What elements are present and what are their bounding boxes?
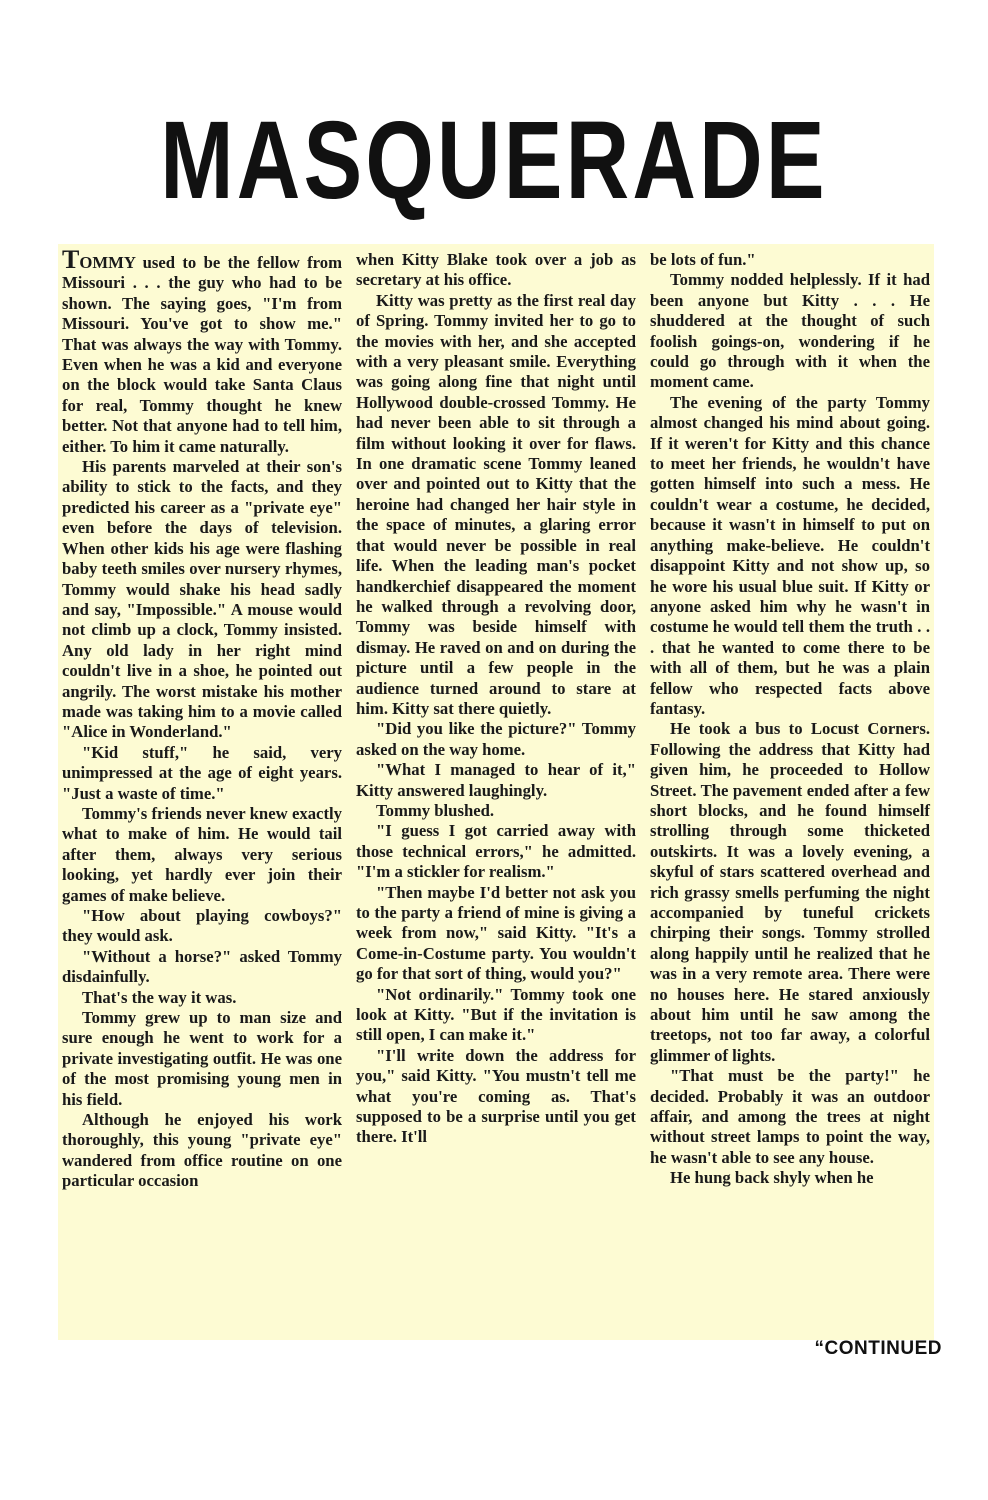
paragraph: He hung back shyly when he: [670, 1168, 874, 1188]
paragraph: Tommy nodded helplessly. If it had been anyone but Kitty . . . He shuddered at the thought of such foolish goings-on, wondering if he could go through with it when the moment came.: [650, 270, 930, 392]
paragraph: "Without a horse?" asked Tommy disdainfully.: [62, 946, 342, 987]
paragraph: "What I managed to hear of it," Kitty answered laughingly.: [356, 760, 636, 800]
paragraph: TOMMY used to be the fellow from Missouri . . . the guy who had to be shown. The saying goes, "I'm from Missouri. You've got to show me." That was always the way with Tommy. Even when he was a kid and everyone on the block would take Santa Claus for real, Tommy thought he knew better. Not that anyone had to tell him, either. To him it came naturally.: [62, 245, 342, 456]
paragraph: "Did you like the picture?" Tommy asked on the way home.: [356, 719, 636, 759]
paragraph: Tommy's friends never knew exactly what to make of him. He would tail after them, always very serious looking, yet hardly ever join their games of make believe.: [62, 803, 342, 905]
paragraph: He took a bus to Locust Corners. Following the address that Kitty had given him, he proceeded to Hollow Street. The pavement ended after a few short blocks, and he found himself strolling through some thicketed outskirts. It was a lovely evening, a skyful of stars scattered overhead and rich grassy smells perfuming the night accompanied by tuneful crickets chirping their songs. Tommy strolled along happily until he realized that he was in a very remote area. There were no houses here. He stared anxiously about him until he saw among the treetops, not too far away, a colorful glimmer of lights.: [650, 719, 930, 1065]
paragraph: The evening of the party Tommy almost changed his mind about going. If it weren't for Kitty and this chance to meet her friends, he wouldn't have gotten himself into such a mess. He couldn't wear a costume, he decided, because it wasn't in himself to put on anything make-believe. He couldn't disappoint Kitty and not show up, so he wore his usual blue suit. If Kitty or anyone asked him why he wasn't in costume he would tell them the truth . . . that he wanted to come there to be with all of them, but he was a plain fellow who respected facts above fantasy.: [650, 392, 930, 718]
paragraph: "That must be the party!" he decided. Probably it was an outdoor affair, and among the trees at night without street lamps to point the way, he wasn't able to see any house.: [650, 1066, 930, 1167]
text-column-3: [650, 250, 930, 1189]
continued-label: “CONTINUED: [814, 1338, 942, 1359]
paragraph: Tommy blushed.: [376, 800, 495, 820]
paragraph: when Kitty Blake took over a job as secretary at his office.: [356, 250, 636, 290]
paragraph: Tommy grew up to man size and sure enough he went to work for a private investigating outfit. He was one of the most promising young men in his field.: [62, 1008, 342, 1109]
story-title: MASQUERADE: [160, 99, 828, 222]
paragraph: be lots of fun.": [650, 250, 756, 269]
paragraph: "Not ordinarily." Tommy took one look at Kitty. "But if the invitation is still open, I can make it.": [356, 984, 636, 1045]
paragraph: That's the way it was.: [82, 987, 237, 1007]
paragraph: "Kid stuff," he said, very unimpressed at the age of eight years. "Just a waste of time.": [62, 742, 342, 803]
paragraph: Although he enjoyed his work thoroughly, this young "private eye" wandered from office routine on one particular occasion: [62, 1110, 342, 1191]
text-column-2: [356, 250, 636, 1148]
paragraph: Kitty was pretty as the first real day of Spring. Tommy invited her to go to the movies with her, and she accepted with a very pleasant smile. Everything was going along fine that night until Hollywood double-crossed Tommy. He had never been able to sit through a film without looking it over for flaws. In one dramatic scene Tommy leaned over and pointed out to Kitty that the heroine had changed her hair style in the space of minutes, a glaring error that would never be possible in real life. When the leading man's pocket handkerchief disappeared the moment he walked through a revolving door, Tommy was beside himself with dismay. He raved on and on during the picture until a few people in the audience turned around to stare at him. Kitty sat there quietly.: [356, 290, 636, 718]
drop-cap: T: [62, 245, 80, 274]
paragraph: His parents marveled at their son's ability to stick to the facts, and they predicted his career as a "private eye" even before the days of television. When other kids his age were flashing baby teeth smiles over nursery rhymes, Tommy would shake his head sadly and say, "Impossible." A mouse would not climb up a clock, Tommy insisted. Any old lady in her right mind couldn't live in a shoe, he pointed out angrily. The worst mistake his mother made was taking him to a movie called "Alice in Wonderland.": [62, 457, 342, 742]
story-text-panel: [58, 244, 934, 1340]
paragraph: "I guess I got carried away with those technical errors," he admitted. "I'm a stickler for realism.": [356, 821, 636, 882]
paragraph: "Then maybe I'd better not ask you to the party a friend of mine is giving a week from now," said Kitty. "It's a Come-in-Costume party. You wouldn't go for that sort of thing, would you?": [356, 882, 636, 984]
paragraph: "How about playing cowboys?" they would ask.: [62, 906, 342, 946]
paragraph: "I'll write down the address for you," said Kitty. "You mustn't tell me what you're coming as. That's supposed to be a surprise until you get there. It'll: [356, 1045, 636, 1147]
text-column-1: [62, 245, 342, 1192]
